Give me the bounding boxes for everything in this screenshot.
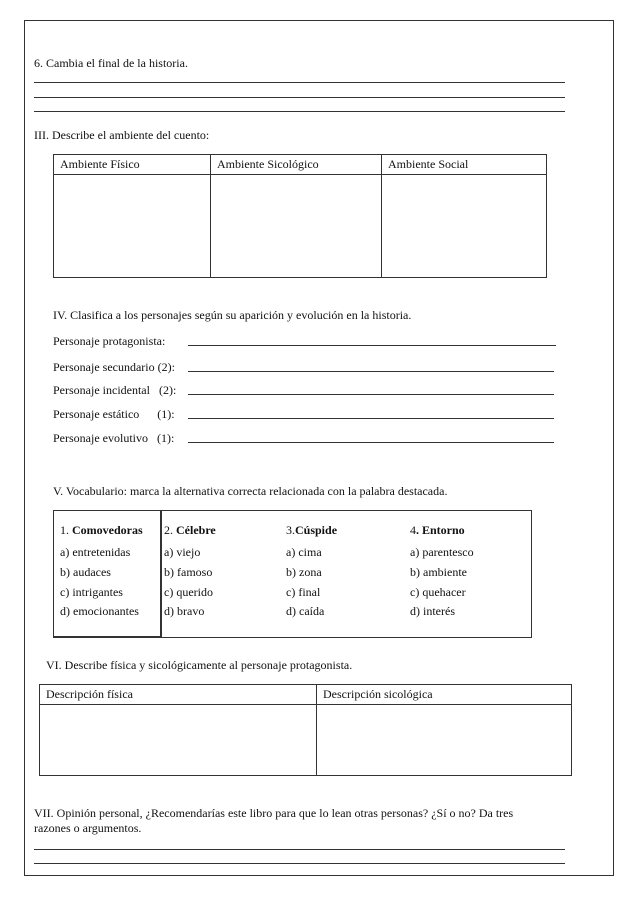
answer-line[interactable] bbox=[188, 371, 554, 372]
q6b-title: VI. Describe física y sicológicamente al personaje protagonista. bbox=[46, 658, 353, 672]
answer-line[interactable] bbox=[188, 442, 554, 443]
q6-title: 6. Cambia el final de la historia. bbox=[34, 56, 188, 70]
descripcion-table bbox=[39, 684, 572, 776]
vocab-option[interactable]: a) parentesco bbox=[410, 545, 474, 559]
col-ambiente-fisico: Ambiente Físico bbox=[54, 155, 211, 175]
vocab-option[interactable]: d) caída bbox=[286, 604, 325, 618]
answer-line[interactable] bbox=[188, 418, 554, 419]
answer-cell[interactable] bbox=[40, 705, 317, 776]
vocab-option[interactable]: c) quehacer bbox=[410, 585, 466, 599]
col-descripcion-sicologica: Descripción sicológica bbox=[317, 685, 572, 705]
vocab-option[interactable]: d) interés bbox=[410, 604, 455, 618]
answer-line[interactable] bbox=[34, 111, 565, 112]
personaje-label: Personaje evolutivo (1): bbox=[53, 431, 175, 445]
personaje-label: Personaje estático (1): bbox=[53, 407, 175, 421]
answer-line[interactable] bbox=[34, 849, 565, 850]
personaje-label: Personaje protagonista: bbox=[53, 334, 166, 348]
vocab-option[interactable]: c) querido bbox=[164, 585, 213, 599]
answer-line[interactable] bbox=[188, 394, 554, 395]
vocab-option[interactable]: d) emocionantes bbox=[60, 604, 139, 618]
vocab-heading-4: 4. Entorno bbox=[410, 523, 465, 537]
vocab-option[interactable]: a) entretenidas bbox=[60, 545, 131, 559]
answer-cell[interactable] bbox=[211, 175, 382, 278]
q5-title: V. Vocabulario: marca la alternativa correcta relacionada con la palabra destacada. bbox=[53, 484, 448, 498]
vocab-option[interactable]: b) audaces bbox=[60, 565, 111, 579]
vocab-option[interactable]: a) cima bbox=[286, 545, 322, 559]
vocab-option[interactable]: a) viejo bbox=[164, 545, 201, 559]
answer-cell[interactable] bbox=[54, 175, 211, 278]
answer-cell[interactable] bbox=[382, 175, 547, 278]
vocab-option[interactable]: b) ambiente bbox=[410, 565, 467, 579]
personaje-label: Personaje incidental (2): bbox=[53, 383, 177, 397]
vocab-heading-1: 1. Comovedoras bbox=[60, 523, 143, 537]
answer-cell[interactable] bbox=[317, 705, 572, 776]
q7-line2: razones o argumentos. bbox=[34, 821, 142, 835]
col-ambiente-sicologico: Ambiente Sicológico bbox=[211, 155, 382, 175]
vocab-heading-3: 3.Cúspide bbox=[286, 523, 338, 537]
vocab-heading-2: 2. Célebre bbox=[164, 523, 216, 537]
vocab-option[interactable]: b) famoso bbox=[164, 565, 213, 579]
col-ambiente-social: Ambiente Social bbox=[382, 155, 547, 175]
answer-line[interactable] bbox=[34, 97, 565, 98]
answer-line[interactable] bbox=[34, 82, 565, 83]
q3-title: III. Describe el ambiente del cuento: bbox=[34, 128, 210, 142]
vocab-option[interactable]: b) zona bbox=[286, 565, 322, 579]
q4-title: IV. Clasifica a los personajes según su aparición y evolución en la historia. bbox=[53, 308, 412, 322]
col-descripcion-fisica: Descripción física bbox=[40, 685, 317, 705]
q7-line1: VII. Opinión personal, ¿Recomendarías este libro para que lo lean otras personas? ¿Sí o no? Da tres bbox=[34, 806, 514, 820]
answer-line[interactable] bbox=[188, 345, 556, 346]
vocab-option[interactable]: d) bravo bbox=[164, 604, 205, 618]
ambiente-table bbox=[53, 154, 547, 278]
answer-line[interactable] bbox=[34, 863, 565, 864]
vocab-option[interactable]: c) intrigantes bbox=[60, 585, 123, 599]
personaje-label: Personaje secundario (2): bbox=[53, 360, 175, 374]
vocab-option[interactable]: c) final bbox=[286, 585, 321, 599]
